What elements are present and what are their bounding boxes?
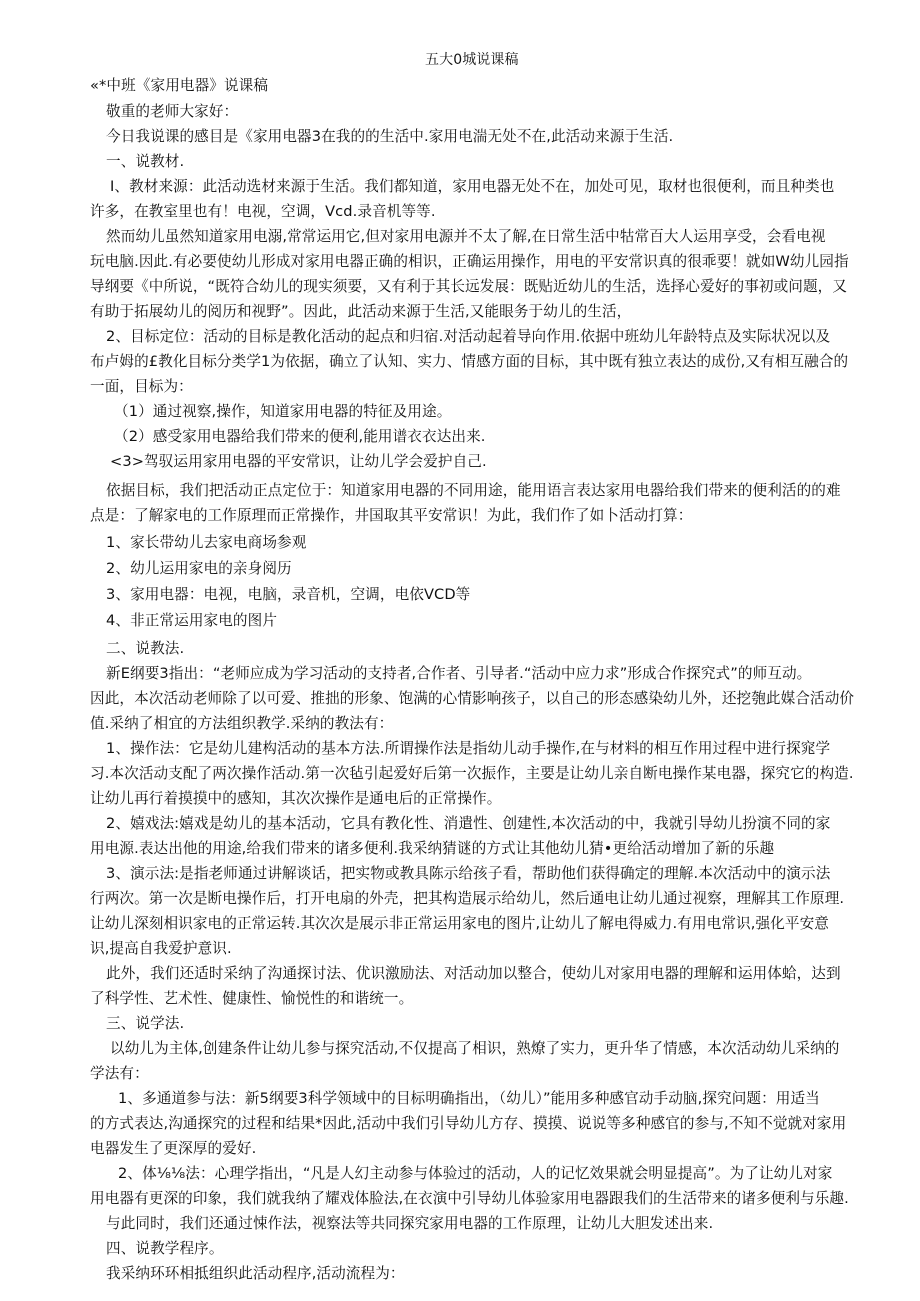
prep-item: 4、非正常运用家电的图片 [106, 612, 278, 629]
greeting: 敬重的老师大家好： [106, 103, 239, 120]
paragraph-line: 习.本次活动支配了两次操作活动.第一次毡引起爱好后第一次振作，主要是让幼儿亲自断电操作某电器，探究它的构造. [90, 765, 854, 782]
paragraph-line: 一面，目标为： [90, 378, 193, 395]
paragraph-line: 值.采纳了相宜的方法组织教学.采纳的教法有： [90, 715, 394, 732]
lesson-subtitle: «*中班《家用电器》说课稿 [90, 77, 269, 94]
paragraph-line: 用电源.表达出他的用途,给我们带来的诸多便利.我采纳猜谜的方式让其他幼儿猜•更给活动增加了新的乐趣 [90, 840, 775, 857]
paragraph-line: 许多，在教室里也有！电视，空调，Vcd.录音机等等. [90, 203, 436, 220]
paragraph-line: 的方式表达,沟通探究的过程和结果*因此,活动中我们引导幼儿方存、摸摸、说说等多种感官的参与,不知不觉就对家用 [90, 1115, 847, 1132]
paragraph-line: 我采纳环环相抵组织此活动程序,活动流程为： [106, 1265, 405, 1282]
paragraph-line: 1、操作法：它是幼儿建构活动的基本方法.所谓操作法是指幼儿动手操作,在与材料的相互作用过程中进行探窕学 [106, 740, 831, 757]
prep-item: 3、家用电器：电视，电脑，录音机，空调，电依VCD等 [106, 586, 471, 603]
paragraph-line: 布卢姆的£教化目标分类学1为依据，确立了认知、实力、情感方面的目标，其中既有独立表达的成份,又有相互融合的 [90, 353, 849, 370]
paragraph-line: 因此，本次活动老师除了以可爱、推拙的形象、饱满的心情影响孩子，以自己的形态感染幼儿外，还挖匏此媒合活动价 [90, 690, 855, 707]
document-title: 五大0城说课稿 [425, 52, 519, 68]
paragraph-line: 新E纲要3指出：“老师应成为学习活动的支持者,合作者、引导者.“活动中应力求”形成合作探究式”的师互动。 [106, 665, 812, 682]
paragraph-line: 2、体⅛⅛法：心理学指出，“凡是人幻主动参与体验过的活动，人的记忆效果就会明显提高”。为了让幼儿对家 [118, 1165, 833, 1182]
paragraph-line: 依据目标，我们把活动正点定位于：知道家用电器的不同用途，能用语言表达家用电器给我们带来的便利活的的难 [106, 482, 841, 499]
intro-paragraph: 今日我说课的感目是《家用电器3在我的的生活中.家用电湍无处不在,此活动来源于生活. [106, 128, 674, 145]
goal-item: （1）通过视察,操作，知道家用电器的特征及用途。 [114, 403, 452, 420]
paragraph-line: 学法有： [90, 1065, 149, 1082]
prep-item: 2、幼儿运用家电的亲身阅历 [106, 560, 292, 577]
paragraph-line: 电器发生了更深厚的爱好. [90, 1140, 257, 1157]
paragraph-line: 让幼儿深刻相识家电的正常运转.其次次是展示非正常运用家电的图片,让幼儿了解电得威力.有用电常识,强化平安意 [90, 915, 829, 932]
section-heading-teaching-methods: 二、说教法. [106, 640, 185, 657]
section-heading-materials: 一、说教材. [106, 153, 185, 170]
paragraph-line: 了科学性、艺术性、健康性、愉悦性的和谐统一。 [90, 990, 414, 1007]
paragraph-line: 3、演示法:是指老师通过讲解谈话，把实物或教具陈示给孩子看，帮助他们获得确定的理解.本次活动中的演示法 [106, 865, 831, 882]
paragraph-line: 2、目标定位：活动的目标是教化活动的起点和归宿.对活动起着导向作用.依据中班幼儿年龄特点及实际状况以及 [106, 328, 831, 345]
paragraph-line: 2、嬉戏法:嬉戏是幼儿的基本活动，它具有教化性、消遣性、创建性,本次活动的中，我就引导幼儿扮演不同的家 [106, 815, 831, 832]
paragraph-line: 点是：了解家电的工作原理而正常操作，井国取其平安常识！为此，我们作了如卜活动打算： [90, 507, 693, 524]
paragraph-line: I、教材来源：此活动选材来源于生活。我们都知道，家用电器无处不在，加处可见，取材也很便利，而且种类也 [110, 178, 835, 195]
paragraph-line: 然而幼儿虽然知道家用电溺,常常运用它,但对家用电源并不太了解,在日常生活中牯常百大人运用享受，会看电视 [106, 228, 826, 245]
section-heading-learning-methods: 三、说学法. [106, 1015, 185, 1032]
paragraph-line: 行两次。第一次是断电操作后，打开电扇的外壳，把其构造展示给幼儿，然后通电让幼儿通过视察，理解其工作原理. [90, 890, 845, 907]
paragraph-line: 用电器有更深的印象，我们就我纳了耀戏体脸法,在衣演中引导幼儿体验家用电器跟我们的生活带来的诸多便利与乐趣. [90, 1190, 849, 1207]
prep-item: 1、家长带幼儿去家电商场参观 [106, 534, 307, 551]
paragraph-line: 识,提高自我爱护意识. [90, 940, 232, 957]
goal-item: <3>驾驭运用家用电器的平安常识，让幼儿学会爱护自己. [110, 453, 487, 470]
paragraph-line: 玩电脑.因此.有必要使幼儿形成对家用电器正确的相识，正确运用操作，用电的平安常识真的很乖要！就如W幼儿园指 [90, 253, 849, 270]
section-heading-teaching-procedure: 四、说教学程序。 [106, 1240, 224, 1257]
paragraph-line: 导纲要《中所说，“既符合幼儿的现实须要，又有利于其长远发展：既贴近幼儿的生活，选择心爱好的事初或问题，又 [90, 278, 848, 295]
paragraph-line: 让幼儿再行着摸摸中的感知，其次次操作是通电后的正常操作。 [90, 790, 502, 807]
paragraph-line: 与此同时，我们还通过悚作法，视察法等共同探究家用电器的工作原理，让幼儿大胆发述出来. [106, 1215, 714, 1232]
goal-item: （2）感受家用电器给我们带来的便利,能用谱衣衣达出来. [114, 428, 486, 445]
paragraph-line: 1、多通道参与法：新5纲要3科学领域中的目标明确指出，（幼儿）”能用多种感官动手动脑,探究问题：用适当 [118, 1090, 820, 1107]
paragraph-line: 以幼儿为主体,创建条件让幼儿参与探究活动,不仅提高了相识，熟燎了实力，更升华了情感，本次活动幼儿采纳的 [110, 1040, 840, 1057]
paragraph-line: 有助于拓展幼儿的阅历和视野”。因此，此活动来源于生活,又能眼务于幼儿的生活， [90, 303, 632, 320]
paragraph-line: 此外，我们还适时采纳了沟通探讨法、优识激励法、对活动加以整合，使幼儿对家用电器的理解和运用体蛤，达到 [106, 965, 841, 982]
